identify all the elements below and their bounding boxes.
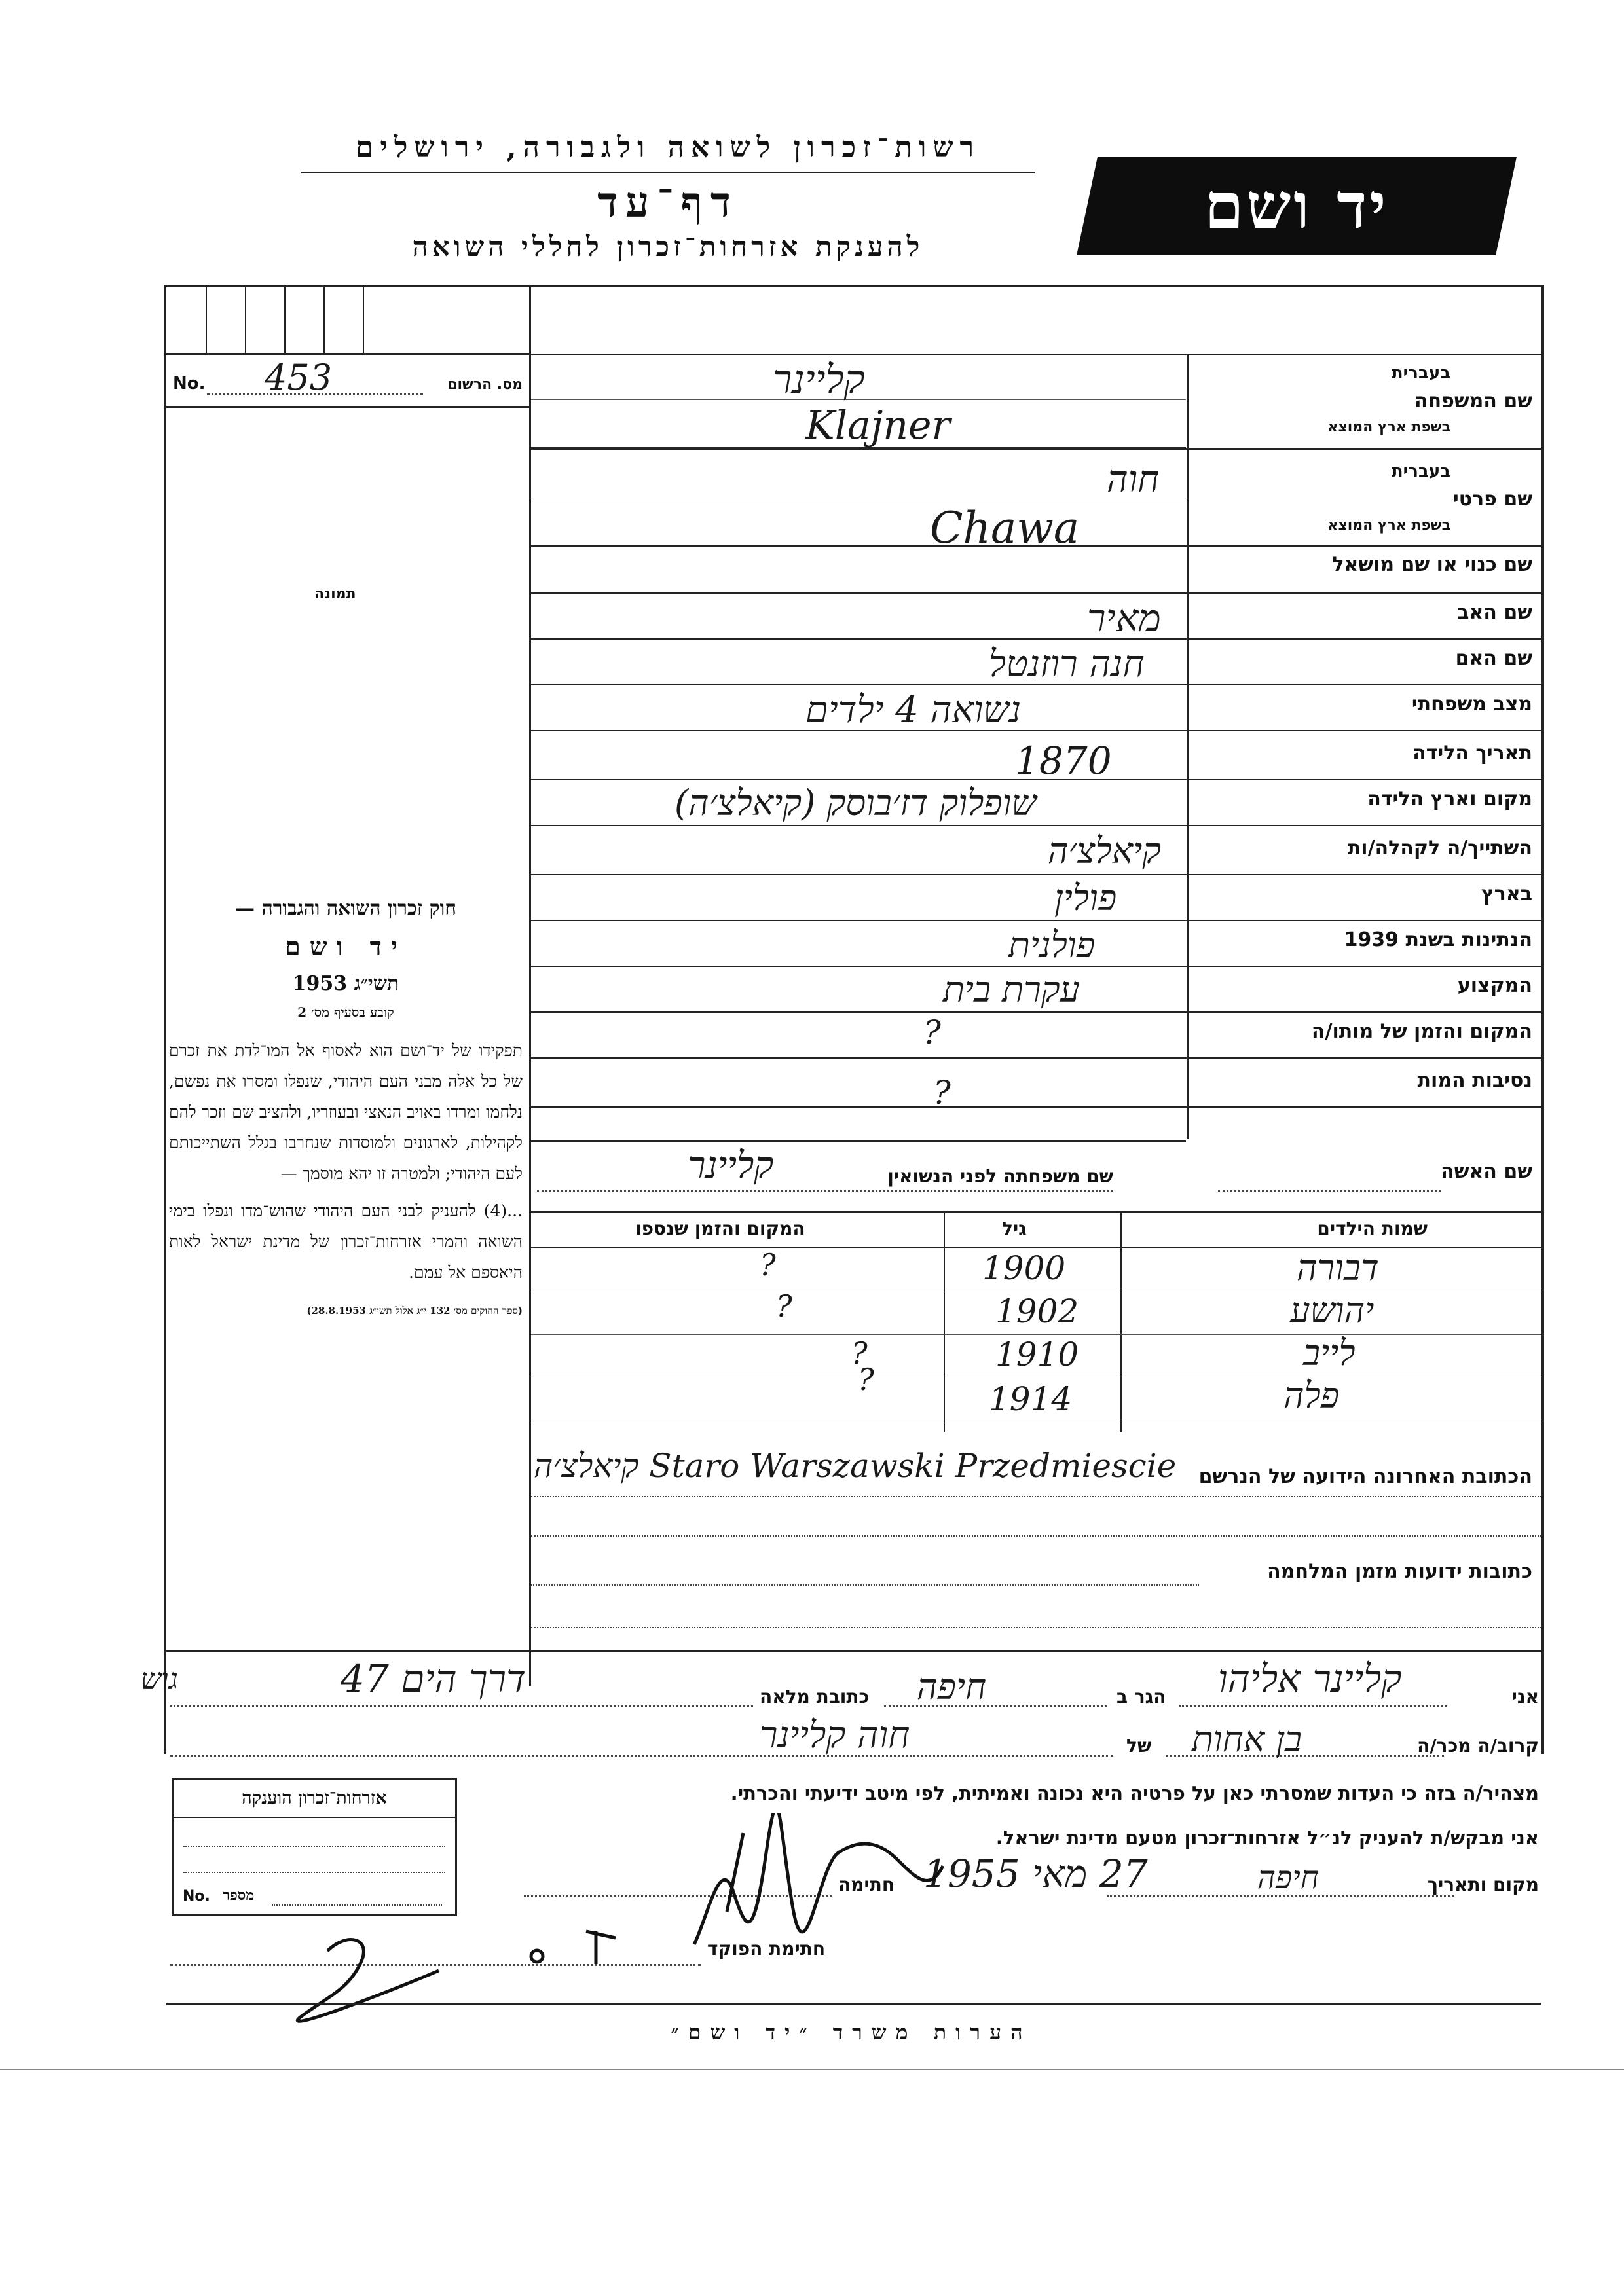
child-age: 1900 [982, 1249, 1066, 1287]
citizenship-label: הנתינות בשנת 1939 [1344, 928, 1532, 951]
profession-label: המקצוע [1457, 974, 1532, 997]
firstname-hebrew-label: בעברית [1391, 462, 1450, 481]
children-col-names: שמות הילדים [1317, 1218, 1428, 1239]
birthplace-label: מקום וארץ הלידה [1367, 788, 1532, 811]
maiden-label: שם משפחתה לפני הנשואין [887, 1165, 1113, 1187]
child-place: ? [858, 1362, 874, 1397]
death-cause-value: ? [933, 1074, 951, 1112]
wife-dotline [537, 1190, 1113, 1192]
community-row-rule [531, 874, 1541, 875]
last-address-dotline [531, 1496, 1541, 1497]
declaration-statement: מצהיר/ה בזה כי העדות שמסרתי כאן על פרטיה היא נכונה ואמיתית, לפי מיטב ידיעתי והכרתי. [730, 1782, 1539, 1804]
declaration-place: חיפה [1257, 1859, 1320, 1896]
form-title: דף־עד [597, 178, 739, 227]
child-place: ? [776, 1288, 792, 1324]
child-place: ? [851, 1336, 868, 1371]
declaration-date: 27 מאי 1955 [923, 1851, 1148, 1896]
surname-origin-label: בשפת ארץ המוצא [1327, 419, 1450, 435]
law-title: חוק זכרון השואה והגבורה — [235, 897, 456, 920]
country-value: פולין [1054, 877, 1117, 919]
address-dotline-2 [531, 1535, 1541, 1537]
declarant-signature [681, 1813, 956, 1958]
registration-label: מס. הרשום [447, 376, 523, 393]
children-col-age: גיל [1002, 1218, 1027, 1239]
law-name: יד ושם [285, 932, 407, 961]
official-signature [288, 1912, 655, 2030]
country-label: בארץ [1481, 883, 1532, 905]
surname-label: שם המשפחה [1414, 390, 1532, 412]
relation-value: בן אחות [1192, 1719, 1302, 1760]
birthplace-row-rule [531, 825, 1541, 826]
declarant-street: דרך הים 47 [341, 1656, 526, 1701]
death-cause-label: נסיבות המות [1417, 1069, 1532, 1092]
law-paragraph-2: ...(4) להעניק לבני העם היהודי שהוש־מדו ונפלו בימי השואה והמרי אזרחות־זכרון של מדינת ישראל לאות היאספם אל עמם. [169, 1201, 523, 1282]
child-name: לייב [1303, 1332, 1356, 1374]
surname-origin-value: Klajner [805, 403, 951, 448]
birthdate-label: תאריך הלידה [1412, 742, 1532, 765]
registration-grid [166, 287, 529, 355]
registration-row [166, 357, 529, 408]
marital-row-rule [531, 730, 1541, 731]
nickname-label: שם כנוי או שם מושאל [1332, 553, 1532, 576]
war-address-dotline-2 [531, 1627, 1541, 1628]
certificate-number-label: מספר [223, 1887, 255, 1904]
resides-label: הגר ב [1116, 1686, 1166, 1707]
full-address-label: כתובת מלאה [760, 1686, 870, 1707]
child-age: 1910 [995, 1336, 1079, 1374]
death-cause-row-rule [531, 1106, 1541, 1108]
marital-value: נשואה 4 ילדים [805, 689, 1022, 731]
child-name: יהושע [1290, 1290, 1375, 1331]
firstname-origin-label: בשפת ארץ המוצא [1327, 517, 1450, 534]
death-place-value: ? [923, 1013, 941, 1051]
place-date-label: מקום ותאריך [1427, 1874, 1539, 1895]
child-name: דבורה [1297, 1247, 1379, 1288]
father-value: מאיר [1087, 596, 1161, 640]
child-age: 1914 [989, 1380, 1073, 1418]
declarant-city: חיפה [917, 1666, 987, 1707]
header-rule [301, 172, 1035, 173]
firstname-hebrew-value: חוה [1107, 458, 1160, 501]
citizenship-value: פולנית [1008, 924, 1096, 966]
surname-hebrew-value: קליינר [773, 357, 865, 403]
official-signature-label: חתימת הפוקד [707, 1938, 826, 1959]
death-place-row-rule [531, 1057, 1541, 1059]
law-year: תשי״ג 1953 [292, 972, 399, 995]
father-row-rule [531, 638, 1541, 640]
marital-label: מצב משפחתי [1411, 693, 1532, 716]
page-edge-rule [0, 2069, 1624, 2070]
form-subtitle: להענקת אזרחות־זכרון לחללי השואה [412, 230, 924, 263]
child-age: 1902 [995, 1292, 1079, 1330]
declaration-top-rule [166, 1650, 1541, 1652]
war-address-dotline [531, 1584, 1199, 1586]
birthdate-value: 1870 [1015, 738, 1112, 783]
community-label: השתייך/ה לקהלה/ות [1347, 837, 1532, 860]
father-label: שם האב [1457, 601, 1532, 624]
country-row-rule [531, 920, 1541, 921]
of-label: של [1126, 1735, 1152, 1757]
registration-number: 453 [265, 357, 333, 398]
certificate-title: אזרחות־זכרון הוענקה [242, 1788, 387, 1808]
child-name: פלה [1283, 1375, 1340, 1416]
wife-dotline-2 [1218, 1190, 1441, 1192]
logo-text: יד ושם [1204, 169, 1389, 243]
label-column-divider [1187, 354, 1189, 1139]
last-address-value: קיאלצ׳ה Staro Warszawski Przedmiescie [534, 1447, 1177, 1485]
declarant-dotline [1179, 1705, 1447, 1707]
declarant-name: קליינר אליהו [1218, 1656, 1402, 1701]
footer-rule [166, 2003, 1541, 2005]
wife-label: שם האשה [1441, 1160, 1532, 1183]
community-value: קיאלצ׳ה [1048, 830, 1162, 871]
law-paragraph-1: תפקידו של יד־ושם הוא לאסוף אל המו־לדת את זכרם של כל אלה מבני העם היהודי, שנפלו ומסרו את נפשם, נלחמו ומרדו באויב הנאצי ובעוזריו, ולהציב שם וזכר להם לקהילות, לארגונים ולמוסדות שנחרבו בגלל השתייכותם לעם היהודי; ולמטרה זו יהא מוסמך — [169, 1041, 523, 1183]
declaration-request: אני מבקש/ת להעניק לנ״ל אזרחות־זכרון מטעם מדינת ישראל. [995, 1827, 1539, 1849]
relative-label: קרוב/ה מכר/ה [1417, 1735, 1539, 1757]
death-cause-bottom-rule [531, 1140, 1186, 1142]
signature-label: חתימה [838, 1874, 895, 1895]
surname-hebrew-label: בעברית [1391, 363, 1450, 383]
registration-prefix: No. [173, 374, 206, 393]
subject-name: חוה קליינר [760, 1714, 910, 1757]
war-address-label: כתובות ידועות מזמן המלחמה [1267, 1560, 1532, 1583]
left-column-divider [529, 285, 531, 1686]
authority-title: רשות־זכרון לשואה ולגבורה, ירושלים [355, 131, 981, 164]
office-notes: הערות משרד ״יד ושם״ [671, 2020, 1032, 2045]
birthplace-value: שופלוק דז׳בוסק (קיאלצ׳ה) [674, 782, 1037, 824]
citizenship-row-rule [531, 966, 1541, 967]
death-place-label: המקום והזמן של מותו/ה [1311, 1020, 1532, 1043]
wife-value: קליינר [688, 1144, 774, 1187]
mother-label: שם האם [1455, 647, 1532, 670]
nickname-row-rule [531, 592, 1541, 594]
last-address-label: הכתובת האחרונה הידועה של הנרשם [1198, 1465, 1532, 1488]
profession-row-rule [531, 1011, 1541, 1013]
top-row-rule [529, 354, 1541, 355]
surname-row-rule [531, 448, 1541, 450]
declarant-i-label: אני [1511, 1686, 1539, 1707]
certificate-box [172, 1778, 457, 1916]
child-place: ? [760, 1247, 776, 1283]
photo-label: תמונה [314, 586, 356, 602]
declarant-floor: גוש [141, 1663, 178, 1696]
firstname-origin-value: Chawa [930, 503, 1080, 553]
mother-value: חנה רוזנטל [989, 643, 1145, 685]
full-address-dotline [170, 1705, 753, 1707]
subject-dotline [170, 1755, 1113, 1757]
profession-value: עקרת בית [943, 969, 1080, 1010]
law-citation: (ספר החוקים מס׳ 132 י״ג אלול תשי״ג 28.8.1953) [306, 1305, 523, 1317]
law-box [169, 897, 523, 1317]
law-clause: קובע בסעיף מס׳ 2 [297, 1004, 394, 1020]
children-col-place: המקום והזמן שנספו [635, 1218, 805, 1239]
certificate-no: No. [183, 1888, 210, 1904]
firstname-label: שם פרטי [1452, 488, 1532, 511]
